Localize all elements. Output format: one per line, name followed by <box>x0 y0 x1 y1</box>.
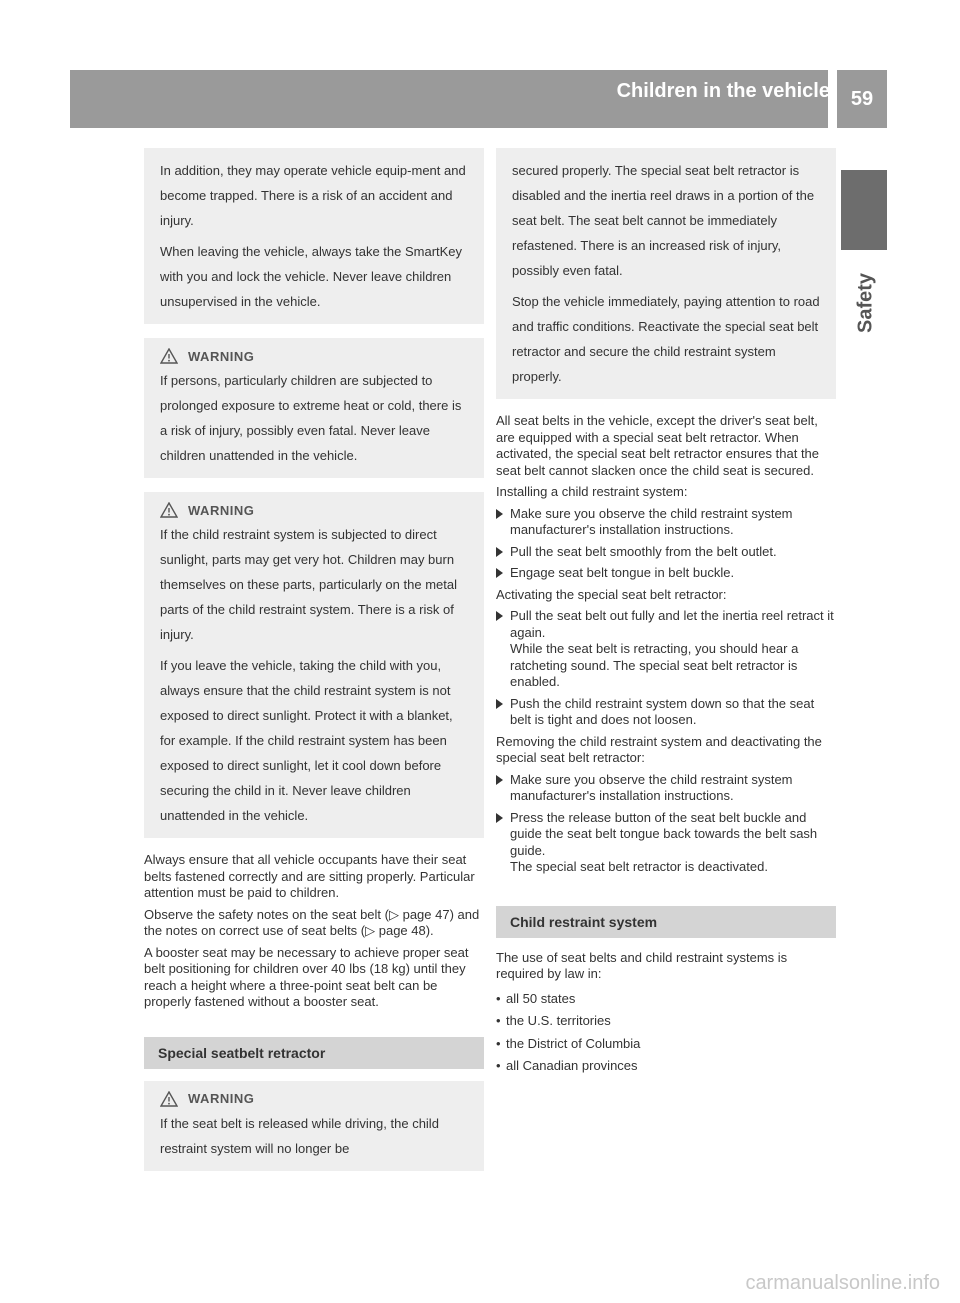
instruction-step: Make sure you observe the child restraint system manufacturer's installation instructions. <box>496 506 836 539</box>
step-result: The special seat belt retractor is deactivated. <box>510 859 768 874</box>
step-result: While the seat belt is retracting, you should hear a ratcheting sound. The special seat belt retractor is enabled. <box>510 641 799 689</box>
warning-paragraph: secured properly. The special seat belt retractor is disabled and the inertia reel draws in a portion of the seat belt. The seat belt cannot be immediately refastened. There is an increased risk of injury, possibly even fatal. <box>512 163 815 278</box>
instruction-heading: Activating the special seat belt retractor: <box>496 586 727 602</box>
continued-warning-box <box>496 148 836 399</box>
page-title: Children in the vehicle <box>616 80 830 102</box>
list-item: • all 50 states <box>496 991 836 1008</box>
side-tab-marker <box>841 170 887 250</box>
warning-paragraph: Stop the vehicle immediately, paying attention to road and traffic conditions. Reactivate the special seat belt retractor and secure the child restraint system properly. <box>512 294 820 384</box>
body-paragraph: Always ensure that all vehicle occupants have their seat belts fastened correctly and are sitting properly. Particular attention must be paid to children. <box>144 852 475 900</box>
warning-triangle-icon <box>160 348 178 364</box>
continued-warning-box <box>144 148 484 324</box>
list-item: • the District of Columbia <box>496 1036 836 1053</box>
warning-heading: WARNING <box>160 502 470 518</box>
right-column <box>496 148 836 1081</box>
instruction-step: Push the child restraint system down so that the seat belt is tight and does not loosen. <box>496 696 836 729</box>
arrow-icon <box>496 568 503 578</box>
instruction-step: Pull the seat belt out fully and let the inertia reel retract it again. While the seat belt is retracting, you should hear a ratcheting sound. The special seat belt retractor is enabled. <box>496 608 836 691</box>
list-item: • all Canadian provinces <box>496 1058 836 1075</box>
instruction-step: Pull the seat belt smoothly from the belt outlet. <box>496 544 836 561</box>
body-paragraph: The use of seat belts and child restraint systems is required by law in: <box>496 949 788 981</box>
warning-text: If the seat belt is released while driving, the child restraint system will no longer be <box>160 1115 439 1156</box>
body-paragraph: All seat belts in the vehicle, except the driver's seat belt, are equipped with a special seat belt retractor. When activated, the special seat belt retractor ensures that the seat belt cannot slacken once the child seat is secured. <box>496 413 820 478</box>
left-column <box>144 148 484 1185</box>
instruction-step: Engage seat belt tongue in belt buckle. <box>496 565 836 582</box>
instruction-step: Press the release button of the seat belt buckle and guide the seat belt tongue back towards the belt sash guide. The special seat belt retractor is deactivated. <box>496 810 836 876</box>
body-paragraph: A booster seat may be necessary to achieve proper seat belt positioning for children over 40 lbs (18 kg) until they reach a height where a three-point seat belt can be properly fastened without a booster seat. <box>144 944 469 1009</box>
instruction-step: Make sure you observe the child restraint system manufacturer's installation instructions. <box>496 772 836 805</box>
warning-paragraph: When leaving the vehicle, always take the SmartKey with you and lock the vehicle. Never leave children unsupervised in the vehicle. <box>160 244 463 309</box>
warning-text: If the child restraint system is subjected to direct sunlight, parts may get very hot. Children may burn themselves on these parts, particularly on the metal parts of the child restraint system. There is a risk of injury. <box>160 527 457 642</box>
section-heading: Child restraint system <box>496 906 836 938</box>
body-paragraph: Observe the safety notes on the seat belt (▷ page 47) and the notes on correct use of seat belts (▷ page 48). <box>144 906 480 938</box>
warning-box <box>144 492 484 838</box>
warning-triangle-icon <box>160 1091 178 1107</box>
page-number: 59 <box>837 70 887 128</box>
warning-box <box>144 1081 484 1171</box>
warning-heading: WARNING <box>160 1091 470 1107</box>
arrow-icon <box>496 775 503 785</box>
arrow-icon <box>496 547 503 557</box>
warning-triangle-icon <box>160 502 178 518</box>
instruction-heading: Installing a child restraint system: <box>496 484 688 499</box>
arrow-icon <box>496 509 503 519</box>
arrow-icon <box>496 611 503 621</box>
side-section-label: Safety <box>854 272 877 334</box>
warning-text: If you leave the vehicle, taking the child with you, always ensure that the child restraint system is not exposed to direct sunlight. Protect it with a blanket, for example. If the child restraint system has been exposed to direct sunlight, let it cool down before securing the child in it. Never leave children unattended in the vehicle. <box>160 658 453 823</box>
arrow-icon <box>496 699 503 709</box>
list-item: • the U.S. territories <box>496 1013 836 1030</box>
warning-heading: WARNING <box>160 348 470 364</box>
section-heading: Special seatbelt retractor <box>144 1037 484 1069</box>
instruction-heading: Removing the child restraint system and deactivating the special seat belt retractor: <box>496 733 822 765</box>
warning-box <box>144 338 484 478</box>
warning-paragraph: In addition, they may operate vehicle equip-ment and become trapped. There is a risk of an accident and injury. <box>160 163 466 228</box>
watermark: carmanualsonline.info <box>745 1272 940 1294</box>
arrow-icon <box>496 813 503 823</box>
warning-text: If persons, particularly children are subjected to prolonged exposure to extreme heat or cold, there is a risk of injury, possibly even fatal. Never leave children unattended in the vehicle. <box>160 373 462 463</box>
